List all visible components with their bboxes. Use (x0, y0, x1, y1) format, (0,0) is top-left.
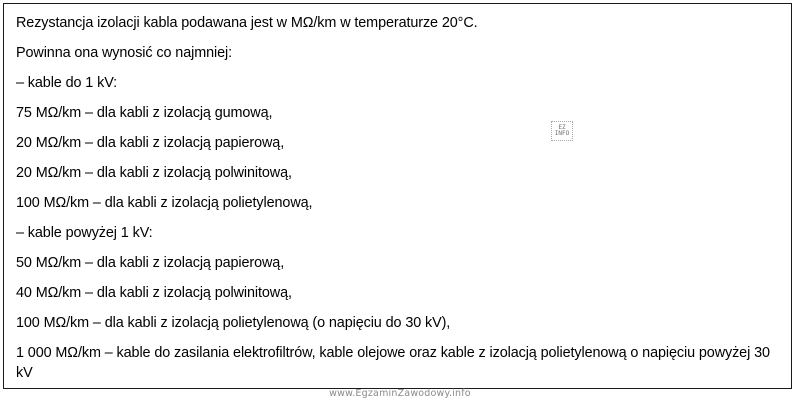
list-item: 100 MΩ/km – dla kabli z izolacją polietylenową, (16, 195, 313, 211)
requirement-line: Powinna ona wynosić co najmniej: (16, 45, 232, 61)
text-block (16, 13, 788, 383)
list-item: 20 MΩ/km – dla kabli z izolacją papierową, (16, 135, 285, 151)
list-item: 50 MΩ/km – dla kabli z izolacją papierową, (16, 255, 285, 271)
section-heading-low-voltage: – kable do 1 kV: (16, 75, 118, 91)
watermark-text: www.EgzaminZawodowy.info (329, 388, 471, 399)
section-heading-high-voltage: – kable powyżej 1 kV: (16, 225, 153, 241)
list-item: 100 MΩ/km – dla kabli z izolacją polietylenową (o napięciu do 30 kV), (16, 315, 451, 331)
stamp-bottom-text: INFO (554, 130, 570, 137)
stamp-logo (551, 121, 573, 141)
intro-line: Rezystancja izolacji kabla podawana jest w MΩ/km w temperaturze 20°C. (16, 15, 478, 31)
list-item: 1 000 MΩ/km – kable do zasilania elektrofiltrów, kable olejowe oraz kable z izolacją polietylenową o napięciu powyżej 30 kV (16, 345, 770, 381)
stamp-top-text: EZ (558, 124, 566, 131)
list-item: 75 MΩ/km – dla kabli z izolacją gumową, (16, 105, 273, 121)
list-item: 40 MΩ/km – dla kabli z izolacją polwinitową, (16, 285, 292, 301)
list-item: 20 MΩ/km – dla kabli z izolacją polwinitową, (16, 165, 292, 181)
